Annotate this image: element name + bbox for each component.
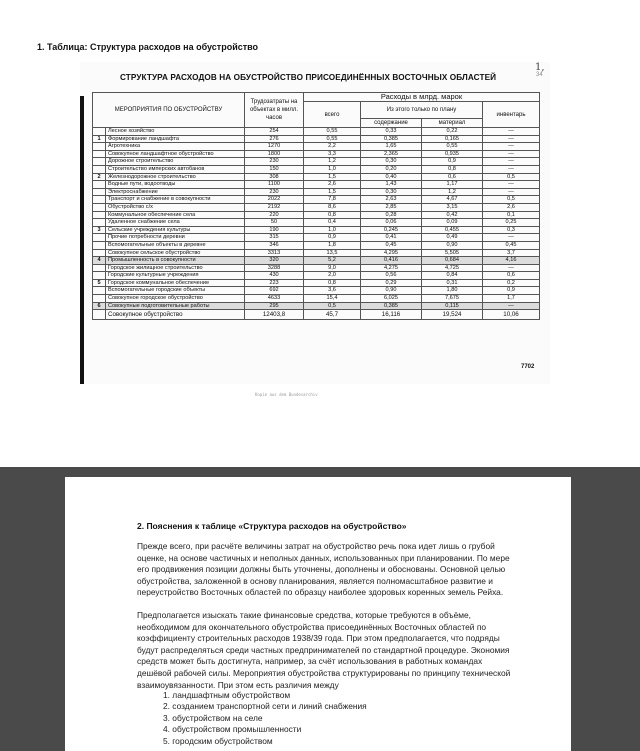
paragraph-2: Предполагается изыскать такие финансовые средства, которые требуются в объёме, необходимом для окончательного обустройства присоединённых Восточных областей по коэффициенту строительных расходов 1938/39 года. При этом предполагается, что подряды будут распределяться среди частных предпринимателей по стандартной процедуре. Экономия средств может быть достигнута, например, за счёт использования в работных командах дешёвой рабочей силы. Мероприятия обустройства структурированы по принципу технической взаимоувязанности. При этом есть различия между <box>137 610 511 690</box>
table-row <box>93 295 540 303</box>
group-number <box>93 211 106 219</box>
group-number <box>93 150 106 158</box>
table-row <box>93 264 540 272</box>
measure-name: Совокупные подготовительные работы <box>106 302 245 310</box>
material-value: 0,935 <box>422 150 483 158</box>
total-value: 45,7 <box>304 310 361 320</box>
labor-value: 320 <box>245 257 304 265</box>
measure-name: Формирование ландшафта <box>106 135 245 143</box>
labor-value: 308 <box>245 173 304 181</box>
col-content-header: содержание <box>361 119 422 128</box>
material-value: 0,9 <box>422 158 483 166</box>
measure-name: Вспомогательные объекты в деревне <box>106 241 245 249</box>
measure-name: Городское коммунальное обеспечение <box>106 279 245 287</box>
table-row <box>93 165 540 173</box>
table-row <box>93 211 540 219</box>
measure-name: Прочие потребности деревни <box>106 234 245 242</box>
labor-value: 190 <box>245 226 304 234</box>
total-value: 15,4 <box>304 295 361 303</box>
measure-name: Вспомогательные городские объекты <box>106 287 245 295</box>
expenses-table-body <box>93 128 540 320</box>
content-value: 0,28 <box>361 211 422 219</box>
col-material-header: материал <box>422 119 483 128</box>
table-row <box>93 257 540 265</box>
total-value: 5,2 <box>304 257 361 265</box>
inventory-value: — <box>483 165 540 173</box>
labor-value: 3288 <box>245 264 304 272</box>
content-value: 2,365 <box>361 150 422 158</box>
total-value: 9,0 <box>304 264 361 272</box>
content-value: 1,43 <box>361 181 422 189</box>
group-number <box>93 234 106 242</box>
measure-name: Строительство имперских автобанов <box>106 165 245 173</box>
measure-name: Электроснабжение <box>106 188 245 196</box>
inventory-value: — <box>483 302 540 310</box>
total-value: 0,5 <box>304 302 361 310</box>
table-row <box>93 173 540 181</box>
content-value: 1,65 <box>361 143 422 151</box>
total-value: 0,4 <box>304 219 361 227</box>
col-measures-header: МЕРОПРИЯТИЯ ПО ОБУСТРОЙСТВУ <box>93 93 245 128</box>
labor-value: 276 <box>245 135 304 143</box>
table-heading: 1. Таблица: Структура расходов на обустройство <box>37 42 259 52</box>
measure-name: Промышленность в совокупности <box>106 257 245 265</box>
handwritten-page-mark: 1, <box>535 62 545 73</box>
total-value: 8,6 <box>304 203 361 211</box>
labor-value: 230 <box>245 188 304 196</box>
group-number: 5 <box>93 279 106 287</box>
material-value: 19,524 <box>422 310 483 320</box>
material-value: 0,684 <box>422 257 483 265</box>
measure-name: Городское жилищное строительство <box>106 264 245 272</box>
total-value: 2,0 <box>304 272 361 280</box>
measure-name: Совокупное ландшафтное обустройство <box>106 150 245 158</box>
group-number <box>93 310 106 320</box>
labor-value: 1800 <box>245 150 304 158</box>
material-value: 0,455 <box>422 226 483 234</box>
group-number <box>93 128 106 136</box>
labor-value: 1100 <box>245 181 304 189</box>
content-value: 0,385 <box>361 302 422 310</box>
inventory-value: 0,6 <box>483 272 540 280</box>
labor-value: 295 <box>245 302 304 310</box>
group-number <box>93 165 106 173</box>
inventory-value: 0,5 <box>483 196 540 204</box>
total-value: 1,0 <box>304 226 361 234</box>
content-value: 0,40 <box>361 173 422 181</box>
total-value: 0,8 <box>304 211 361 219</box>
labor-value: 254 <box>245 128 304 136</box>
material-value: 1,17 <box>422 181 483 189</box>
material-value: 0,55 <box>422 143 483 151</box>
group-number <box>93 249 106 257</box>
measure-name: Водные пути, водоотводы <box>106 181 245 189</box>
measure-name: Совокупное обустройство <box>106 310 245 320</box>
labor-value: 430 <box>245 272 304 280</box>
content-value: 0,56 <box>361 272 422 280</box>
inventory-value: — <box>483 143 540 151</box>
group-number <box>93 272 106 280</box>
material-value: 0,84 <box>422 272 483 280</box>
measure-name: Лесное хозяйство <box>106 128 245 136</box>
total-value: 3,3 <box>304 150 361 158</box>
group-number <box>93 181 106 189</box>
scan-title: СТРУКТУРА РАСХОДОВ НА ОБУСТРОЙСТВО ПРИСОЕДИНЁННЫХ ВОСТОЧНЫХ ОБЛАСТЕЙ <box>120 73 497 82</box>
inventory-value: — <box>483 135 540 143</box>
labor-value: 1270 <box>245 143 304 151</box>
archive-stamp: Kopie aus dem Bundesarchiv <box>255 392 318 397</box>
table-row <box>93 310 540 320</box>
measure-name: Совокупное сельское обустройство <box>106 249 245 257</box>
labor-value: 315 <box>245 234 304 242</box>
inventory-value: 10,06 <box>483 310 540 320</box>
inventory-value: 0,1 <box>483 211 540 219</box>
inventory-value: 0,2 <box>483 279 540 287</box>
total-value: 1,0 <box>304 165 361 173</box>
total-value: 0,9 <box>304 234 361 242</box>
content-value: 0,30 <box>361 158 422 166</box>
total-value: 7,8 <box>304 196 361 204</box>
measure-name: Железнодорожное строительство <box>106 173 245 181</box>
total-value: 1,5 <box>304 173 361 181</box>
table-row <box>93 234 540 242</box>
table-row <box>93 203 540 211</box>
labor-value: 12403,8 <box>245 310 304 320</box>
material-value: 3,15 <box>422 203 483 211</box>
measure-name: Обустройство с/х <box>106 203 245 211</box>
page-number-mark: 34 <box>536 72 543 78</box>
inventory-value: 0,5 <box>483 173 540 181</box>
material-value: 4,67 <box>422 196 483 204</box>
list-item: 2. созданием транспортной сети и линий снабжения <box>163 701 367 712</box>
group-number: 4 <box>93 257 106 265</box>
material-value: 0,09 <box>422 219 483 227</box>
list-item: 5. городским обустройством <box>163 735 273 746</box>
group-number: 3 <box>93 226 106 234</box>
total-value: 2,2 <box>304 143 361 151</box>
content-value: 4,295 <box>361 249 422 257</box>
table-row <box>93 196 540 204</box>
inventory-value: — <box>483 128 540 136</box>
labor-value: 230 <box>245 158 304 166</box>
table-row <box>93 272 540 280</box>
group-number <box>93 196 106 204</box>
measure-name: Агротехника <box>106 143 245 151</box>
inventory-value: — <box>483 264 540 272</box>
content-value: 16,116 <box>361 310 422 320</box>
material-value: 1,2 <box>422 188 483 196</box>
table-row <box>93 279 540 287</box>
group-number <box>93 188 106 196</box>
document-code: 7702 <box>521 364 535 370</box>
material-value: 5,505 <box>422 249 483 257</box>
paragraph-1: Прежде всего, при расчёте величины затрат на обустройство речь пока идет лишь о грубой оценке, на основе частичных и неполных данных, использованных при планировании. По мере его продвижения позиции должны быть уточнены, дополнены и обоснованы. Основной целью обустройства, заложенной в основу планирования, является полномасштабное развитие и переустройство Восточных областей по образцу наиболее здоровых коренных земель Рейха. <box>137 541 510 598</box>
col-expenses-header: Расходы в млрд. марок <box>304 93 540 102</box>
inventory-value: — <box>483 234 540 242</box>
content-value: 0,41 <box>361 234 422 242</box>
group-number <box>93 219 106 227</box>
material-value: 0,31 <box>422 279 483 287</box>
total-value: 0,8 <box>304 279 361 287</box>
inventory-value: — <box>483 188 540 196</box>
group-number: 6 <box>93 302 106 310</box>
col-total-header: всего <box>304 102 361 128</box>
table-row <box>93 143 540 151</box>
labor-value: 692 <box>245 287 304 295</box>
material-value: 0,6 <box>422 173 483 181</box>
col-labor-header: Трудозатраты на объектах в милл. часов <box>245 93 304 128</box>
labor-value: 346 <box>245 241 304 249</box>
expenses-table <box>92 92 540 320</box>
total-value: 2,6 <box>304 181 361 189</box>
list-item: 3. обустройством на селе <box>163 712 263 723</box>
group-number <box>93 203 106 211</box>
table-row <box>93 150 540 158</box>
content-value: 0,20 <box>361 165 422 173</box>
table-row <box>93 135 540 143</box>
inventory-value: 1,7 <box>483 295 540 303</box>
inventory-value: — <box>483 181 540 189</box>
total-value: 0,55 <box>304 128 361 136</box>
table-row <box>93 158 540 166</box>
content-value: 6,025 <box>361 295 422 303</box>
content-value: 0,385 <box>361 135 422 143</box>
table-row <box>93 249 540 257</box>
total-value: 13,5 <box>304 249 361 257</box>
labor-value: 150 <box>245 165 304 173</box>
material-value: 7,675 <box>422 295 483 303</box>
content-value: 0,45 <box>361 241 422 249</box>
material-value: 0,42 <box>422 211 483 219</box>
content-value: 4,275 <box>361 264 422 272</box>
content-value: 2,63 <box>361 196 422 204</box>
group-number <box>93 241 106 249</box>
material-value: 0,90 <box>422 241 483 249</box>
inventory-value: — <box>483 158 540 166</box>
content-value: 0,06 <box>361 219 422 227</box>
content-value: 2,85 <box>361 203 422 211</box>
material-value: 0,49 <box>422 234 483 242</box>
inventory-value: — <box>483 150 540 158</box>
table-row <box>93 287 540 295</box>
measure-name: Сельские учреждения культуры <box>106 226 245 234</box>
labor-value: 3313 <box>245 249 304 257</box>
content-value: 0,30 <box>361 188 422 196</box>
table-row <box>93 188 540 196</box>
group-number: 1 <box>93 135 106 143</box>
inventory-value: 0,3 <box>483 226 540 234</box>
content-value: 0,416 <box>361 257 422 265</box>
material-value: 0,22 <box>422 128 483 136</box>
table-row <box>93 241 540 249</box>
measure-name: Удаленное снабжение села <box>106 219 245 227</box>
content-value: 0,29 <box>361 279 422 287</box>
inventory-value: 0,9 <box>483 287 540 295</box>
total-value: 1,8 <box>304 241 361 249</box>
explanation-heading: 2. Пояснения к таблице «Структура расходов на обустройство» <box>137 521 407 531</box>
group-number <box>93 295 106 303</box>
group-number <box>93 287 106 295</box>
labor-value: 223 <box>245 279 304 287</box>
material-value: 0,8 <box>422 165 483 173</box>
table-row <box>93 302 540 310</box>
inventory-value: 0,25 <box>483 219 540 227</box>
measure-name: Совокупное городское обустройство <box>106 295 245 303</box>
measure-name: Коммунальное обеспечение села <box>106 211 245 219</box>
content-value: 0,33 <box>361 128 422 136</box>
group-number <box>93 158 106 166</box>
total-value: 3,6 <box>304 287 361 295</box>
inventory-value: 2,6 <box>483 203 540 211</box>
inventory-value: 0,45 <box>483 241 540 249</box>
total-value: 1,5 <box>304 188 361 196</box>
list-item: 4. обустройством промышленности <box>163 724 302 735</box>
material-value: 1,80 <box>422 287 483 295</box>
col-inventory-header: инвентарь <box>483 102 540 128</box>
col-plan-header: Из этого только по плану <box>361 102 483 119</box>
measures-list <box>163 690 367 747</box>
group-number <box>93 264 106 272</box>
labor-value: 2192 <box>245 203 304 211</box>
inventory-value: 4,16 <box>483 257 540 265</box>
table-row <box>93 128 540 136</box>
content-value: 0,90 <box>361 287 422 295</box>
labor-value: 220 <box>245 211 304 219</box>
measure-name: Городские культурные учреждения <box>106 272 245 280</box>
scan-edge-shadow <box>80 96 84 384</box>
material-value: 0,115 <box>422 302 483 310</box>
total-value: 0,55 <box>304 135 361 143</box>
inventory-value: 3,7 <box>483 249 540 257</box>
measure-name: Дорожное строительство <box>106 158 245 166</box>
list-item: 1. ландшафтным обустройством <box>163 690 291 700</box>
labor-value: 50 <box>245 219 304 227</box>
material-value: 4,725 <box>422 264 483 272</box>
group-number <box>93 143 106 151</box>
measure-name: Транспорт и снабжение в совокупности <box>106 196 245 204</box>
table-row <box>93 181 540 189</box>
labor-value: 4633 <box>245 295 304 303</box>
total-value: 1,2 <box>304 158 361 166</box>
table-row <box>93 226 540 234</box>
material-value: 0,165 <box>422 135 483 143</box>
content-value: 0,245 <box>361 226 422 234</box>
table-row <box>93 219 540 227</box>
group-number: 2 <box>93 173 106 181</box>
labor-value: 2022 <box>245 196 304 204</box>
